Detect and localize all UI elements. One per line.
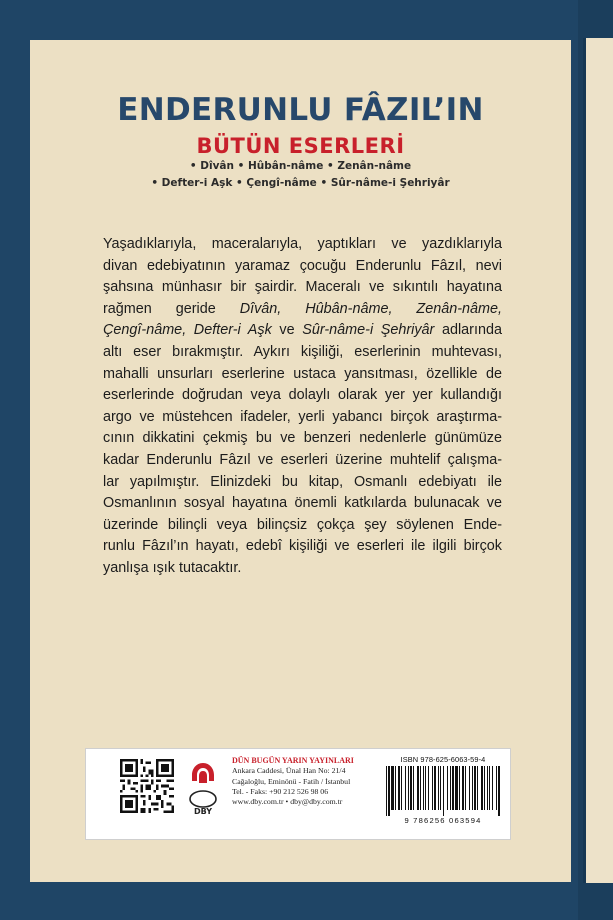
blurb-line: şahsına münhasır bir şairdir. Maceralı ve sıkıntılı hayatına [103,279,502,296]
isbn-block [382,755,504,825]
publisher-name: DÜN BUGÜN YARIN YAYINLARI [232,756,354,765]
blurb-text [103,234,502,580]
logo-text: DBY [193,807,213,816]
publisher-footer [85,748,511,840]
blurb-line: yanlışa ışık tutacaktır. [103,559,242,576]
blurb-line: argo ve müstehcen ifadeler, yerli yabancı birçok araştırma- [103,408,502,425]
publisher-address-line-2: Cağaloğlu, Eminönü - Fatih / İstanbul [232,776,351,786]
publisher-info [232,756,372,807]
isbn-label: ISBN 978-625-6063-59-4 [400,755,486,764]
blurb-italic-titles: Dîvân, Hûbân-nâme, Zenân-nâme, [239,300,503,317]
publisher-phone: Tel. - Faks: +90 212 526 98 06 [232,786,329,796]
adjacent-cover-panel [583,38,613,883]
cover-panel [30,40,571,882]
publisher-logo [186,759,220,819]
blurb-segment: ve [271,322,303,339]
book-title: ENDERUNLU FÂZIL’IN [117,92,484,128]
blurb-italic-titles: Sûr-nâme-i Şehriyâr [302,322,435,339]
blurb-line: eserlerinde doğrudan veya dolaylı olarak yer yer kullandığı [103,387,502,404]
publisher-contact: www.dby.com.tr • dby@dby.com.tr [232,797,343,807]
works-list-line-1: • Dîvân • Hûbân-nâme • Zenân-nâme [189,160,412,172]
blurb-line: Osmanlının sosyal hayatına önemli katkılarda bulunacak ve [103,495,502,512]
blurb-line: cının dikkatini çekmiş bu ve benzeri nedenlerle günümüze [103,430,502,447]
blurb-line: üzerinde bilinçli veya bilinçsiz çokça şey söylenen Ende- [103,516,502,533]
blurb-italic-titles: Çengî-nâme, Defter-i Aşk [103,322,272,339]
barcode-icon [382,766,504,816]
isbn-digits: 9 786256 063594 [404,816,482,825]
blurb-line: runlu Fâzıl’ın hayatı, edebî kişiliği ve eserleri ile ilgili birçok [103,538,502,555]
blurb-line: mahalli unsurları eserlerine ustaca yansıtması, özellikle de [103,365,502,382]
works-list-line-2: • Defter-i Aşk • Çengî-nâme • Sûr-nâme-i Şehriyâr [151,177,450,189]
blurb-segment: rağmen geride [103,300,240,317]
blurb-line [103,320,502,342]
blurb-line: divan edebiyatının yaramaz çocuğu Enderunlu Fâzıl, nevi [103,257,502,274]
blurb-line [103,299,502,321]
blurb-segment: adlarında [434,322,502,339]
publisher-address-line-1: Ankara Caddesi, Ünal Han No: 21/4 [232,766,346,776]
blurb-line: altı eser bırakmıştır. Aykırı kişiliği, eserlerinin muhtevası, [103,343,502,360]
blurb-line: lar yapılmıştır. Elinizdeki bu kitap, Osmanlı edebiyatı ile [103,473,502,490]
blurb-line: kadar Enderunlu Fâzıl ve eserleri üzerine muhtelif çalışma- [103,451,502,468]
blurb-line: Yaşadıklarıyla, maceralarıyla, yaptıkları ve yazdıklarıyla [103,236,502,252]
qr-code-icon [120,759,174,813]
book-subtitle: BÜTÜN ESERLERİ [196,134,405,158]
dby-logo-icon [186,759,220,819]
